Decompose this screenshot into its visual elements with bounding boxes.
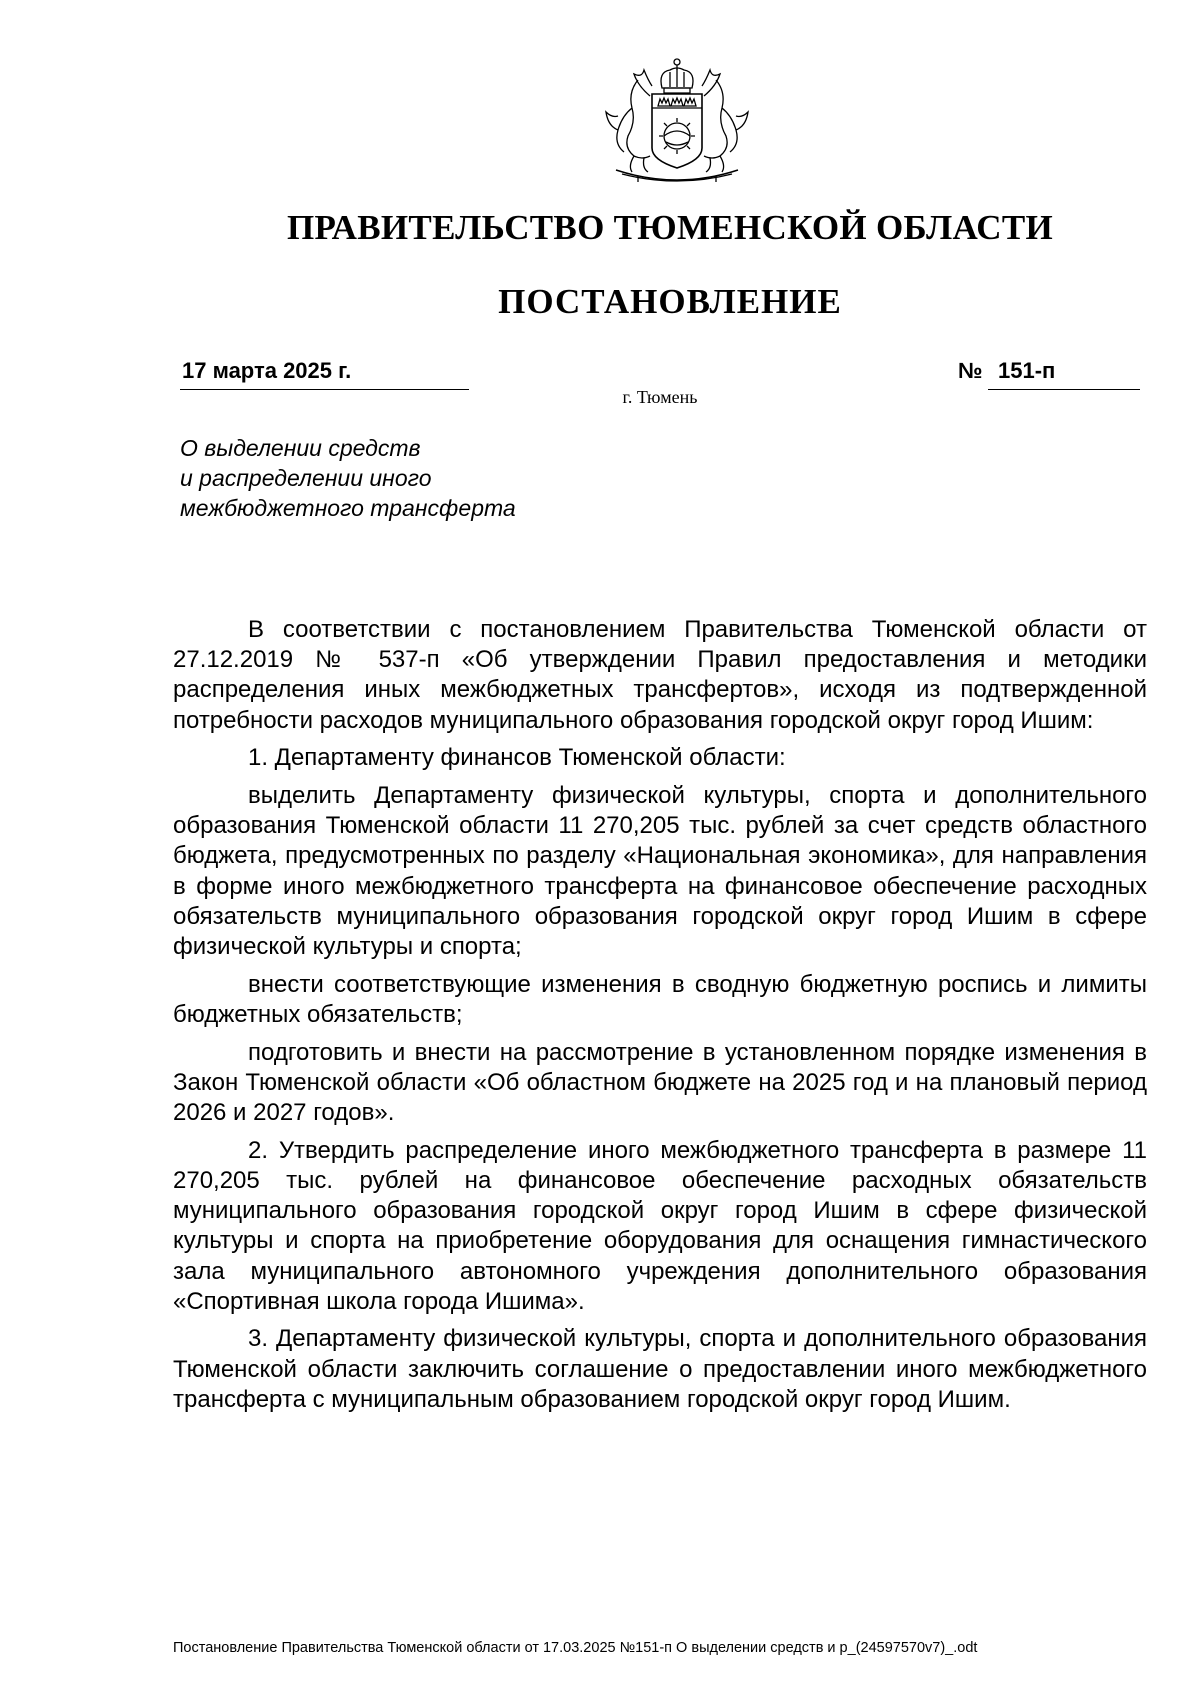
document-subject bbox=[180, 433, 600, 523]
document-date: 17 марта 2025 г. bbox=[180, 356, 469, 390]
document-type-heading: ПОСТАНОВЛЕНИЕ bbox=[498, 282, 842, 321]
body-paragraph: В соответствии с постановлением Правительства Тюменской области от 27.12.2019 № 537-п «Об утверждении Правил предоставления и методики распределения иных межбюджетных трансфертов», исходя из подтвержденной потребности расходов муниципального образования городской округ город Ишим: bbox=[173, 616, 1147, 734]
subject-line: О выделении средств bbox=[180, 435, 421, 461]
body-paragraph: 1. Департаменту финансов Тюменской области: bbox=[248, 744, 786, 772]
document-body bbox=[173, 615, 1147, 1423]
body-paragraph: подготовить и внести на рассмотрение в установленном порядке изменения в Закон Тюменской области «Об областном бюджете на 2025 год и на плановый период 2026 и 2027 годов». bbox=[173, 1038, 1147, 1127]
page-footer: Постановление Правительства Тюменской области от 17.03.2025 №151-п О выделении средств и р_(24597570v7)_.odt bbox=[173, 1640, 978, 1656]
subject-line: межбюджетного трансферта bbox=[180, 495, 516, 521]
organization-title: ПРАВИТЕЛЬСТВО ТЮМЕНСКОЙ ОБЛАСТИ bbox=[286, 208, 1054, 247]
document-number: 151-п bbox=[988, 356, 1140, 390]
coat-of-arms-icon bbox=[598, 56, 756, 186]
body-paragraph: внести соответствующие изменения в сводную бюджетную роспись и лимиты бюджетных обязательств; bbox=[173, 970, 1147, 1028]
number-sign: № bbox=[958, 358, 983, 383]
subject-line: и распределении иного bbox=[180, 465, 432, 491]
body-paragraph: 3. Департаменту физической культуры, спорта и дополнительного образования Тюменской области заключить соглашение о предоставлении иного межбюджетного трансферта с муниципальным образованием городской округ город Ишим. bbox=[173, 1325, 1147, 1413]
body-paragraph: выделить Департаменту физической культуры, спорта и дополнительного образования Тюменской области 11 270,205 тыс. рублей за счет средств областного бюджета, предусмотренных по разделу «Национальная экономика», для направления в форме иного межбюджетного трансферта на финансовое обеспечение расходных обязательств муниципального образования городской округ город Ишим в сфере физической культуры и спорта; bbox=[173, 782, 1147, 961]
city-label: г. Тюмень bbox=[622, 387, 698, 407]
body-paragraph: 2. Утвердить распределение иного межбюджетного трансферта в размере 11 270,205 тыс. рублей на финансовое обеспечение расходных обязательств муниципального образования городской округ город Ишим в сфере физической культуры и спорта на приобретение оборудования для оснащения гимнастического зала муниципального автономного учреждения дополнительного образования «Спортивная школа города Ишима». bbox=[173, 1136, 1147, 1315]
